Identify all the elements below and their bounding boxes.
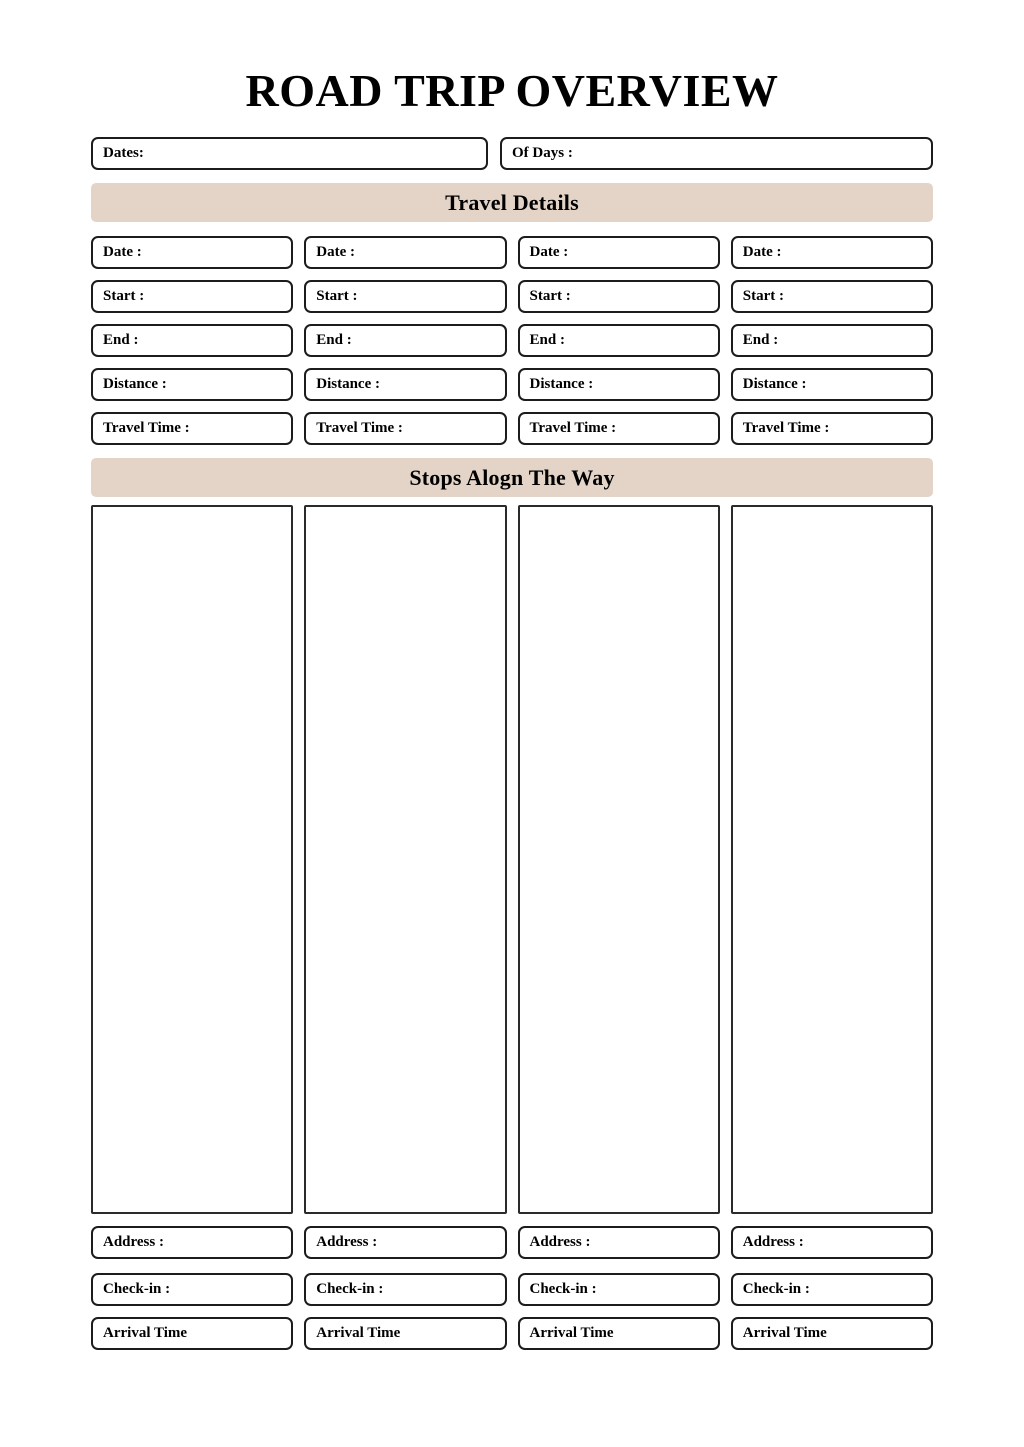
distance-field-col2[interactable]: [304, 368, 506, 401]
end-field-col3[interactable]: [518, 324, 720, 357]
travel-time-field-col1-label: Travel Time :: [103, 420, 190, 436]
stop-details-row-arrival-time: [91, 1317, 933, 1350]
start-field-col2-label: Start :: [316, 288, 358, 304]
travel-time-field-col2[interactable]: [304, 412, 506, 445]
address-field-col2[interactable]: [304, 1226, 506, 1259]
page-title: ROAD TRIP OVERVIEW: [245, 65, 779, 116]
distance-field-col4-label: Distance :: [742, 376, 807, 392]
date-field-col1[interactable]: [91, 236, 293, 269]
stop-notes-box-col3[interactable]: [518, 505, 720, 1214]
check-in-field-col4-label: Check-in :: [742, 1281, 810, 1297]
number-of-days-field[interactable]: [500, 137, 933, 170]
travel-details-row-distance: [91, 368, 933, 401]
arrival-time-field-col2[interactable]: [304, 1317, 506, 1350]
travel-details-row-date: [91, 236, 933, 269]
dates-field-label: Dates:: [103, 145, 144, 161]
travel-time-field-col3[interactable]: [518, 412, 720, 445]
travel-time-field-col1[interactable]: [91, 412, 293, 445]
arrival-time-field-col1-label: Arrival Time: [103, 1325, 188, 1341]
address-field-col3[interactable]: [518, 1226, 720, 1259]
end-field-col1[interactable]: [91, 324, 293, 357]
arrival-time-field-col2-label: Arrival Time: [316, 1325, 401, 1341]
distance-field-col2-label: Distance :: [316, 376, 380, 392]
end-field-col3-label: End :: [529, 332, 565, 348]
travel-details-row-travel-time: [91, 412, 933, 445]
travel-time-field-col2-label: Travel Time :: [316, 420, 403, 436]
address-field-col3-label: Address :: [529, 1234, 591, 1250]
travel-details-row-end: [91, 324, 933, 357]
check-in-field-col1-label: Check-in :: [103, 1281, 171, 1297]
stop-notes-box-col1[interactable]: [91, 505, 293, 1214]
arrival-time-field-col4-label: Arrival Time: [742, 1325, 827, 1341]
stop-notes-box-col4[interactable]: [731, 505, 933, 1214]
date-field-col1-label: Date :: [103, 244, 142, 260]
date-field-col4-label: Date :: [742, 244, 782, 260]
check-in-field-col3[interactable]: [518, 1273, 720, 1306]
dates-field[interactable]: [91, 137, 488, 170]
stops-notes-area: [91, 505, 933, 1214]
start-field-col2[interactable]: [304, 280, 506, 313]
address-field-col1-label: Address :: [103, 1234, 164, 1250]
check-in-field-col2[interactable]: [304, 1273, 506, 1306]
address-field-col4[interactable]: [731, 1226, 933, 1259]
arrival-time-field-col3[interactable]: [518, 1317, 720, 1350]
distance-field-col3-label: Distance :: [529, 376, 594, 392]
stop-notes-box-col2[interactable]: [304, 505, 506, 1214]
stop-details-row-check-in: [91, 1273, 933, 1306]
address-field-col2-label: Address :: [316, 1234, 378, 1250]
end-field-col2[interactable]: [304, 324, 506, 357]
date-field-col4[interactable]: [731, 236, 933, 269]
arrival-time-field-col4[interactable]: [731, 1317, 933, 1350]
arrival-time-field-col1[interactable]: [91, 1317, 293, 1350]
check-in-field-col3-label: Check-in :: [529, 1281, 597, 1297]
travel-time-field-col4-label: Travel Time :: [742, 420, 830, 436]
number-of-days-field-label: Of Days :: [512, 145, 573, 161]
check-in-field-col2-label: Check-in :: [316, 1281, 384, 1297]
end-field-col4[interactable]: [731, 324, 933, 357]
start-field-col4-label: Start :: [742, 288, 784, 304]
trip-summary-row: [91, 137, 933, 170]
date-field-col2[interactable]: [304, 236, 506, 269]
start-field-col1[interactable]: [91, 280, 293, 313]
date-field-col3-label: Date :: [529, 244, 569, 260]
end-field-col4-label: End :: [742, 332, 779, 348]
check-in-field-col4[interactable]: [731, 1273, 933, 1306]
section-header-travel-details-label: Travel Details: [445, 189, 579, 215]
section-header-travel-details: [91, 183, 933, 222]
distance-field-col1[interactable]: [91, 368, 293, 401]
start-field-col4[interactable]: [731, 280, 933, 313]
travel-time-field-col3-label: Travel Time :: [529, 420, 617, 436]
start-field-col3-label: Start :: [529, 288, 571, 304]
distance-field-col3[interactable]: [518, 368, 720, 401]
travel-time-field-col4[interactable]: [731, 412, 933, 445]
address-field-col4-label: Address :: [742, 1234, 804, 1250]
end-field-col1-label: End :: [103, 332, 139, 348]
start-field-col1-label: Start :: [103, 288, 145, 304]
check-in-field-col1[interactable]: [91, 1273, 293, 1306]
distance-field-col1-label: Distance :: [103, 376, 167, 392]
travel-details-row-start: [91, 280, 933, 313]
section-header-stops-along-the-way: [91, 458, 933, 497]
date-field-col3[interactable]: [518, 236, 720, 269]
arrival-time-field-col3-label: Arrival Time: [529, 1325, 614, 1341]
date-field-col2-label: Date :: [316, 244, 355, 260]
section-header-stops-along-the-way-label: Stops Alogn The Way: [409, 464, 615, 490]
distance-field-col4[interactable]: [731, 368, 933, 401]
start-field-col3[interactable]: [518, 280, 720, 313]
stop-details-row-address: [91, 1226, 933, 1259]
end-field-col2-label: End :: [316, 332, 352, 348]
address-field-col1[interactable]: [91, 1226, 293, 1259]
